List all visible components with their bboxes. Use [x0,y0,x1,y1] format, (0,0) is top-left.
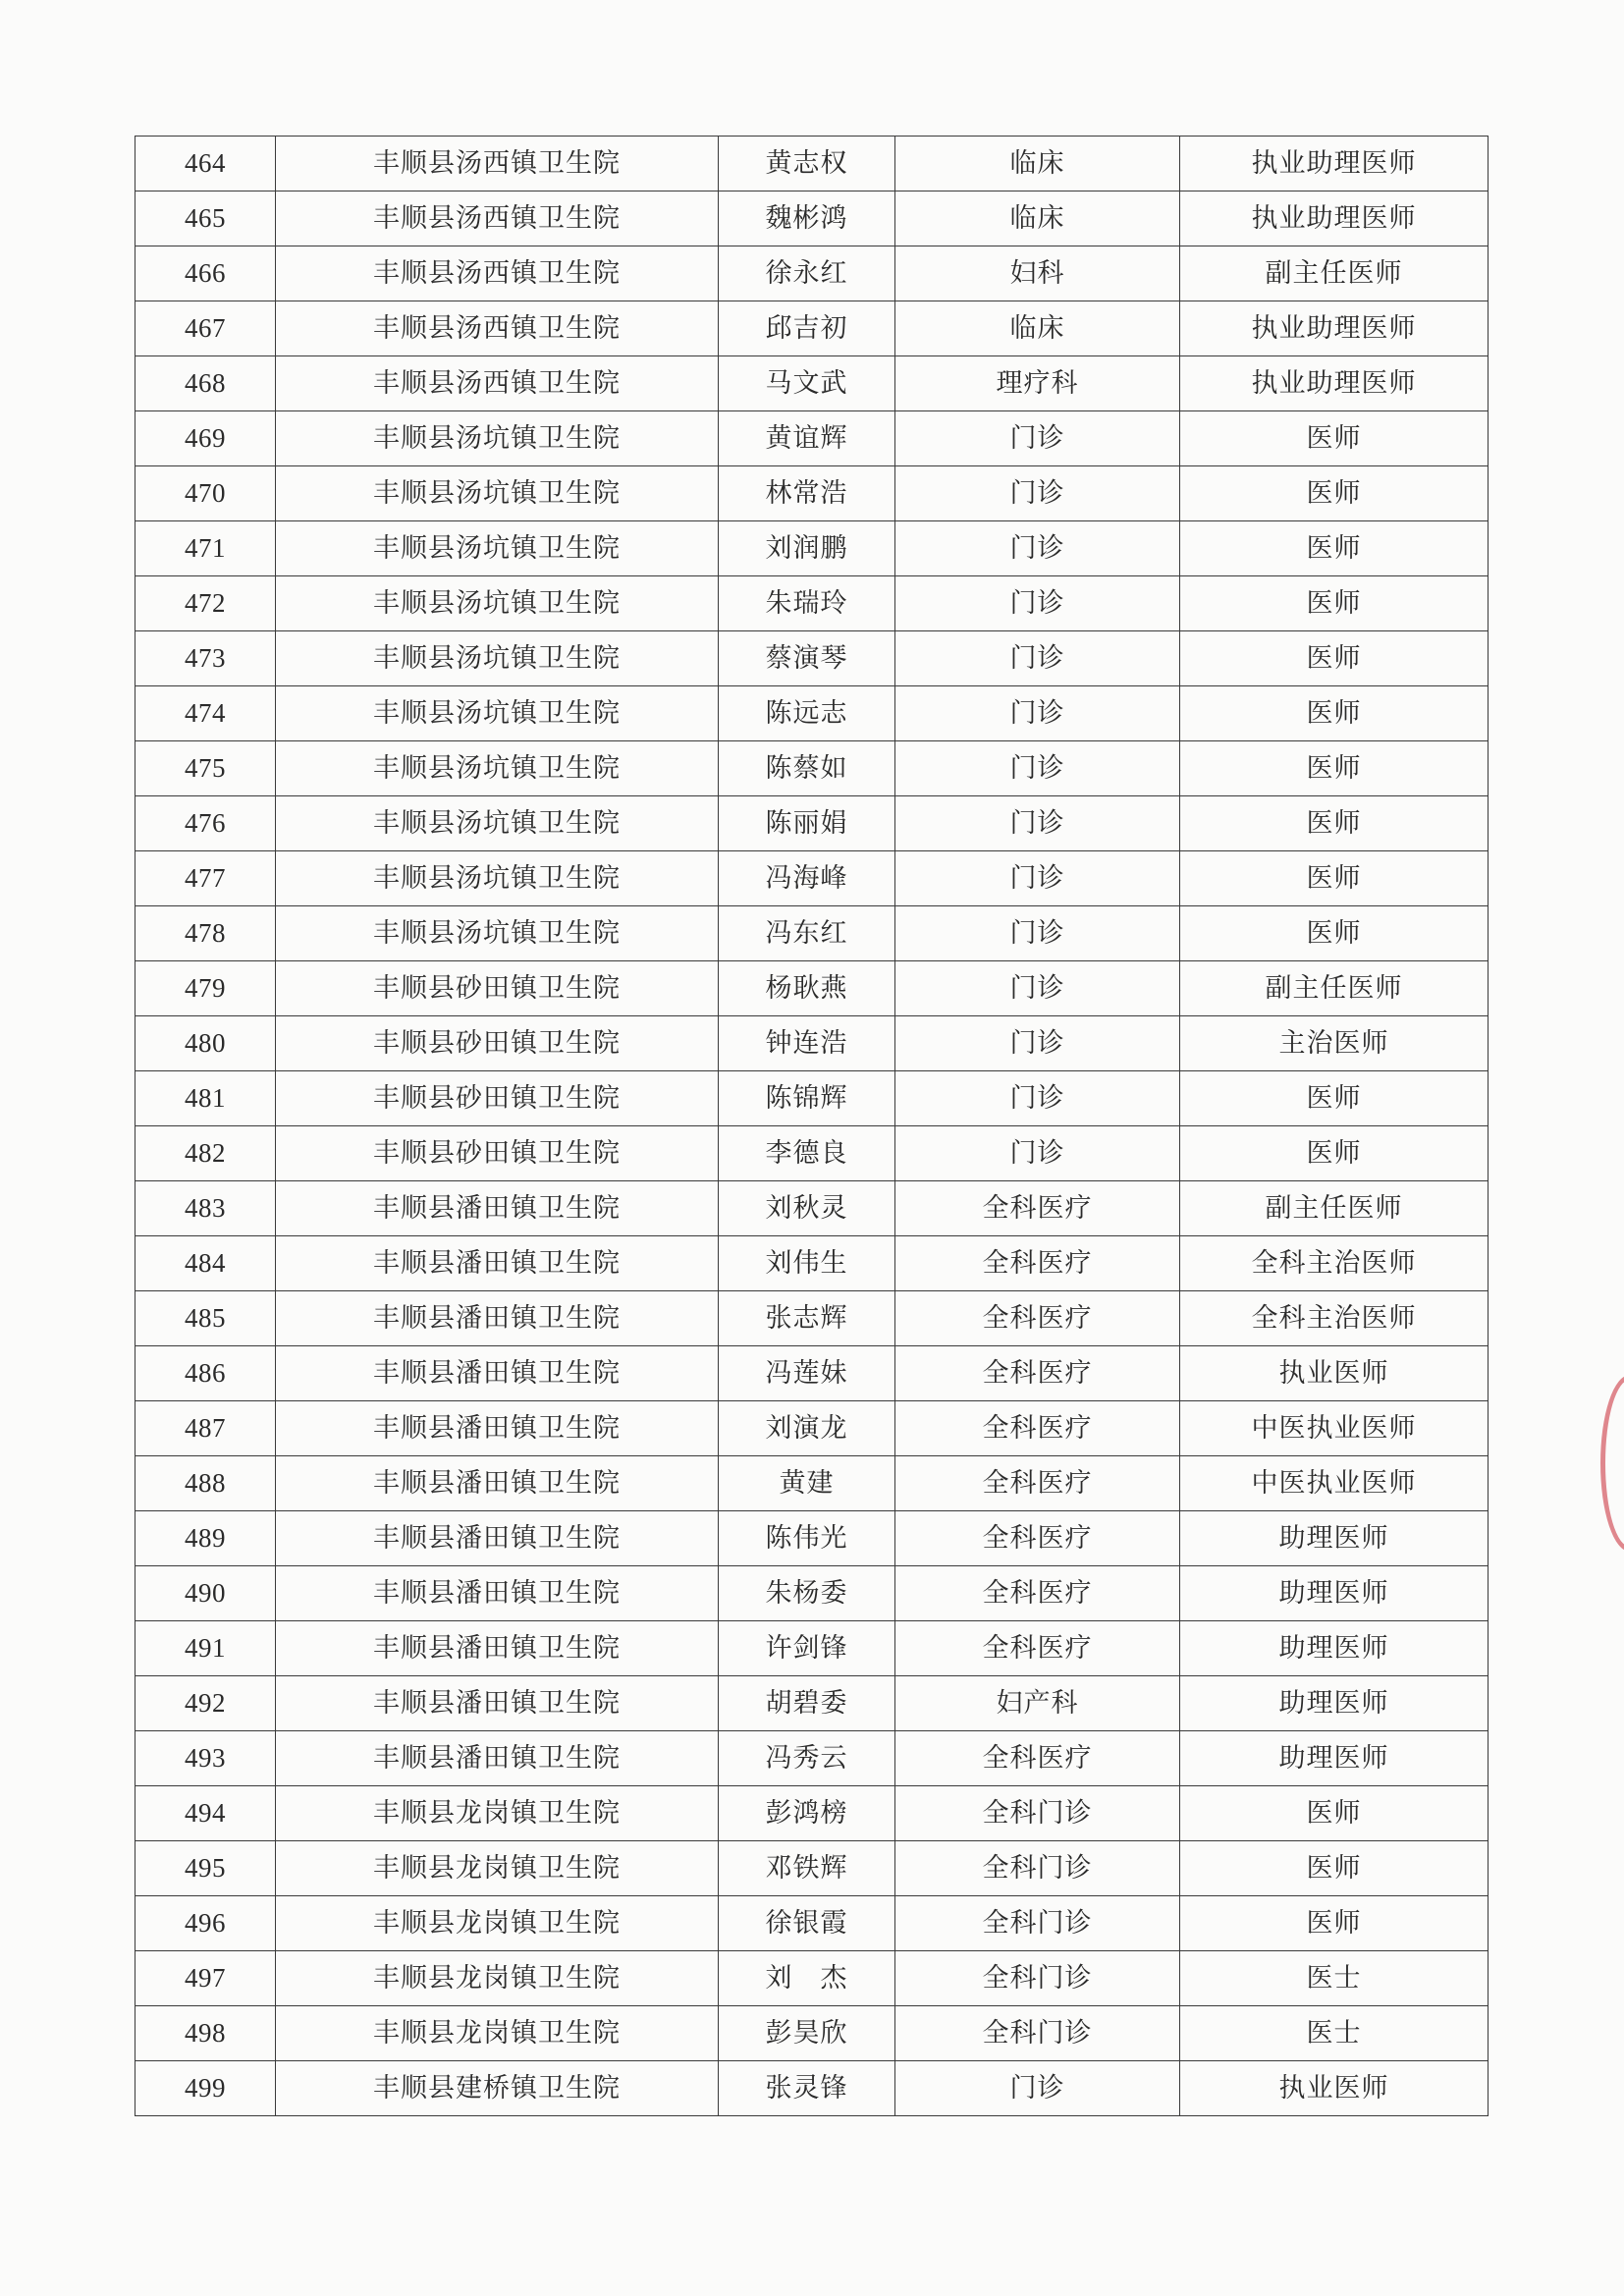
row-number-cell: 487 [135,1401,276,1456]
institution-cell: 丰顺县潘田镇卫生院 [276,1621,719,1676]
row-number-cell: 486 [135,1346,276,1401]
job-title-cell: 医师 [1180,576,1489,631]
job-title-cell: 执业医师 [1180,2061,1489,2116]
department-cell: 门诊 [895,1126,1180,1181]
row-number-cell: 464 [135,137,276,191]
department-cell: 全科医疗 [895,1346,1180,1401]
institution-cell: 丰顺县汤坑镇卫生院 [276,466,719,521]
person-name-cell: 胡碧委 [719,1676,895,1731]
row-number-cell: 469 [135,411,276,466]
department-cell: 门诊 [895,576,1180,631]
table-row [135,1016,1489,1071]
department-cell: 门诊 [895,741,1180,796]
institution-cell: 丰顺县龙岗镇卫生院 [276,1786,719,1841]
table-row [135,741,1489,796]
table-row [135,1676,1489,1731]
row-number-cell: 481 [135,1071,276,1126]
job-title-cell: 主治医师 [1180,1016,1489,1071]
institution-cell: 丰顺县汤坑镇卫生院 [276,521,719,576]
table-row [135,246,1489,301]
table-row [135,2061,1489,2116]
job-title-cell: 医士 [1180,1951,1489,2006]
person-name-cell: 魏彬鸿 [719,191,895,246]
person-name-cell: 冯秀云 [719,1731,895,1786]
department-cell: 门诊 [895,1071,1180,1126]
row-number-cell: 475 [135,741,276,796]
job-title-cell: 医师 [1180,1071,1489,1126]
institution-cell: 丰顺县汤西镇卫生院 [276,246,719,301]
department-cell: 临床 [895,137,1180,191]
person-name-cell: 彭昊欣 [719,2006,895,2061]
person-name-cell: 徐银霞 [719,1896,895,1951]
row-number-cell: 498 [135,2006,276,2061]
job-title-cell: 中医执业医师 [1180,1401,1489,1456]
job-title-cell: 医师 [1180,851,1489,906]
institution-cell: 丰顺县汤西镇卫生院 [276,137,719,191]
job-title-cell: 执业医师 [1180,1346,1489,1401]
institution-cell: 丰顺县潘田镇卫生院 [276,1511,719,1566]
table-row [135,1896,1489,1951]
institution-cell: 丰顺县潘田镇卫生院 [276,1181,719,1236]
row-number-cell: 466 [135,246,276,301]
job-title-cell: 医师 [1180,466,1489,521]
table-row [135,851,1489,906]
row-number-cell: 471 [135,521,276,576]
institution-cell: 丰顺县砂田镇卫生院 [276,1126,719,1181]
institution-cell: 丰顺县龙岗镇卫生院 [276,1951,719,2006]
person-name-cell: 许剑锋 [719,1621,895,1676]
job-title-cell: 全科主治医师 [1180,1291,1489,1346]
row-number-cell: 476 [135,796,276,851]
department-cell: 临床 [895,191,1180,246]
row-number-cell: 495 [135,1841,276,1896]
person-name-cell: 彭鸿榜 [719,1786,895,1841]
table-row [135,1346,1489,1401]
department-cell: 门诊 [895,1016,1180,1071]
person-name-cell: 徐永红 [719,246,895,301]
department-cell: 门诊 [895,466,1180,521]
person-name-cell: 陈蔡如 [719,741,895,796]
person-name-cell: 陈丽娟 [719,796,895,851]
person-name-cell: 冯莲妹 [719,1346,895,1401]
department-cell: 全科医疗 [895,1621,1180,1676]
stamp-seal-edge [1600,1375,1624,1552]
row-number-cell: 499 [135,2061,276,2116]
table-row [135,1511,1489,1566]
table-row [135,301,1489,356]
department-cell: 门诊 [895,906,1180,961]
department-cell: 全科医疗 [895,1236,1180,1291]
table-row [135,1401,1489,1456]
institution-cell: 丰顺县汤坑镇卫生院 [276,576,719,631]
department-cell: 门诊 [895,631,1180,686]
table-row [135,191,1489,246]
department-cell: 全科医疗 [895,1401,1180,1456]
job-title-cell: 医师 [1180,1896,1489,1951]
row-number-cell: 490 [135,1566,276,1621]
job-title-cell: 副主任医师 [1180,1181,1489,1236]
department-cell: 门诊 [895,851,1180,906]
person-name-cell: 陈远志 [719,686,895,741]
row-number-cell: 496 [135,1896,276,1951]
person-name-cell: 刘润鹏 [719,521,895,576]
row-number-cell: 484 [135,1236,276,1291]
job-title-cell: 执业助理医师 [1180,137,1489,191]
person-name-cell: 张志辉 [719,1291,895,1346]
department-cell: 全科医疗 [895,1456,1180,1511]
table-row [135,1731,1489,1786]
department-cell: 门诊 [895,961,1180,1016]
department-cell: 门诊 [895,411,1180,466]
department-cell: 全科医疗 [895,1731,1180,1786]
department-cell: 门诊 [895,521,1180,576]
job-title-cell: 副主任医师 [1180,961,1489,1016]
department-cell: 全科门诊 [895,2006,1180,2061]
institution-cell: 丰顺县龙岗镇卫生院 [276,2006,719,2061]
table-row [135,466,1489,521]
table-row [135,1621,1489,1676]
institution-cell: 丰顺县汤西镇卫生院 [276,191,719,246]
job-title-cell: 医师 [1180,631,1489,686]
table-row [135,356,1489,411]
row-number-cell: 467 [135,301,276,356]
job-title-cell: 医师 [1180,796,1489,851]
table-row [135,2006,1489,2061]
person-name-cell: 刘伟生 [719,1236,895,1291]
department-cell: 全科门诊 [895,1841,1180,1896]
institution-cell: 丰顺县龙岗镇卫生院 [276,1896,719,1951]
table-row [135,1841,1489,1896]
person-name-cell: 刘秋灵 [719,1181,895,1236]
row-number-cell: 489 [135,1511,276,1566]
institution-cell: 丰顺县潘田镇卫生院 [276,1731,719,1786]
table-row [135,411,1489,466]
row-number-cell: 472 [135,576,276,631]
department-cell: 门诊 [895,2061,1180,2116]
institution-cell: 丰顺县潘田镇卫生院 [276,1401,719,1456]
job-title-cell: 助理医师 [1180,1676,1489,1731]
table-row [135,631,1489,686]
department-cell: 全科门诊 [895,1786,1180,1841]
job-title-cell: 医师 [1180,1841,1489,1896]
row-number-cell: 470 [135,466,276,521]
institution-cell: 丰顺县砂田镇卫生院 [276,961,719,1016]
table-row [135,961,1489,1016]
person-name-cell: 马文武 [719,356,895,411]
personnel-table [135,136,1489,2116]
department-cell: 妇产科 [895,1676,1180,1731]
table-row [135,1291,1489,1346]
department-cell: 全科医疗 [895,1181,1180,1236]
institution-cell: 丰顺县潘田镇卫生院 [276,1236,719,1291]
person-name-cell: 朱瑞玲 [719,576,895,631]
institution-cell: 丰顺县潘田镇卫生院 [276,1346,719,1401]
job-title-cell: 执业助理医师 [1180,301,1489,356]
department-cell: 临床 [895,301,1180,356]
row-number-cell: 497 [135,1951,276,2006]
row-number-cell: 482 [135,1126,276,1181]
person-name-cell: 冯海峰 [719,851,895,906]
institution-cell: 丰顺县汤坑镇卫生院 [276,411,719,466]
institution-cell: 丰顺县汤坑镇卫生院 [276,686,719,741]
institution-cell: 丰顺县汤坑镇卫生院 [276,741,719,796]
institution-cell: 丰顺县龙岗镇卫生院 [276,1841,719,1896]
person-name-cell: 杨耿燕 [719,961,895,1016]
job-title-cell: 全科主治医师 [1180,1236,1489,1291]
job-title-cell: 医师 [1180,1126,1489,1181]
institution-cell: 丰顺县汤坑镇卫生院 [276,631,719,686]
department-cell: 理疗科 [895,356,1180,411]
job-title-cell: 医师 [1180,1786,1489,1841]
job-title-cell: 执业助理医师 [1180,191,1489,246]
department-cell: 全科医疗 [895,1511,1180,1566]
person-name-cell: 邱吉初 [719,301,895,356]
department-cell: 门诊 [895,686,1180,741]
row-number-cell: 480 [135,1016,276,1071]
department-cell: 妇科 [895,246,1180,301]
job-title-cell: 助理医师 [1180,1511,1489,1566]
institution-cell: 丰顺县砂田镇卫生院 [276,1071,719,1126]
row-number-cell: 473 [135,631,276,686]
row-number-cell: 477 [135,851,276,906]
institution-cell: 丰顺县潘田镇卫生院 [276,1291,719,1346]
row-number-cell: 485 [135,1291,276,1346]
table-row [135,1236,1489,1291]
person-name-cell: 陈伟光 [719,1511,895,1566]
job-title-cell: 助理医师 [1180,1621,1489,1676]
person-name-cell: 黄谊辉 [719,411,895,466]
table-row [135,1786,1489,1841]
person-name-cell: 钟连浩 [719,1016,895,1071]
table-row [135,796,1489,851]
job-title-cell: 医师 [1180,411,1489,466]
table-row [135,1181,1489,1236]
person-name-cell: 黄建 [719,1456,895,1511]
table-row [135,1456,1489,1511]
job-title-cell: 医师 [1180,741,1489,796]
institution-cell: 丰顺县汤坑镇卫生院 [276,906,719,961]
row-number-cell: 468 [135,356,276,411]
job-title-cell: 副主任医师 [1180,246,1489,301]
table-row [135,906,1489,961]
department-cell: 门诊 [895,796,1180,851]
personnel-table-body [135,137,1489,2116]
department-cell: 全科门诊 [895,1951,1180,2006]
row-number-cell: 479 [135,961,276,1016]
table-row [135,576,1489,631]
institution-cell: 丰顺县潘田镇卫生院 [276,1566,719,1621]
row-number-cell: 483 [135,1181,276,1236]
row-number-cell: 494 [135,1786,276,1841]
person-name-cell: 冯东红 [719,906,895,961]
job-title-cell: 医师 [1180,521,1489,576]
row-number-cell: 478 [135,906,276,961]
person-name-cell: 李德良 [719,1126,895,1181]
table-row [135,521,1489,576]
person-name-cell: 张灵锋 [719,2061,895,2116]
person-name-cell: 刘 杰 [719,1951,895,2006]
job-title-cell: 医士 [1180,2006,1489,2061]
row-number-cell: 493 [135,1731,276,1786]
institution-cell: 丰顺县汤西镇卫生院 [276,356,719,411]
table-row [135,686,1489,741]
job-title-cell: 中医执业医师 [1180,1456,1489,1511]
institution-cell: 丰顺县建桥镇卫生院 [276,2061,719,2116]
job-title-cell: 执业助理医师 [1180,356,1489,411]
table-row [135,1951,1489,2006]
person-name-cell: 林常浩 [719,466,895,521]
job-title-cell: 助理医师 [1180,1566,1489,1621]
row-number-cell: 492 [135,1676,276,1731]
department-cell: 全科医疗 [895,1566,1180,1621]
institution-cell: 丰顺县砂田镇卫生院 [276,1016,719,1071]
institution-cell: 丰顺县潘田镇卫生院 [276,1676,719,1731]
institution-cell: 丰顺县潘田镇卫生院 [276,1456,719,1511]
person-name-cell: 朱杨委 [719,1566,895,1621]
institution-cell: 丰顺县汤坑镇卫生院 [276,796,719,851]
job-title-cell: 助理医师 [1180,1731,1489,1786]
institution-cell: 丰顺县汤西镇卫生院 [276,301,719,356]
table-row [135,1566,1489,1621]
person-name-cell: 刘演龙 [719,1401,895,1456]
institution-cell: 丰顺县汤坑镇卫生院 [276,851,719,906]
table-row [135,137,1489,191]
person-name-cell: 邓铁辉 [719,1841,895,1896]
person-name-cell: 蔡演琴 [719,631,895,686]
row-number-cell: 465 [135,191,276,246]
person-name-cell: 黄志权 [719,137,895,191]
job-title-cell: 医师 [1180,906,1489,961]
table-row [135,1126,1489,1181]
person-name-cell: 陈锦辉 [719,1071,895,1126]
department-cell: 全科医疗 [895,1291,1180,1346]
row-number-cell: 488 [135,1456,276,1511]
department-cell: 全科门诊 [895,1896,1180,1951]
job-title-cell: 医师 [1180,686,1489,741]
row-number-cell: 474 [135,686,276,741]
row-number-cell: 491 [135,1621,276,1676]
table-row [135,1071,1489,1126]
